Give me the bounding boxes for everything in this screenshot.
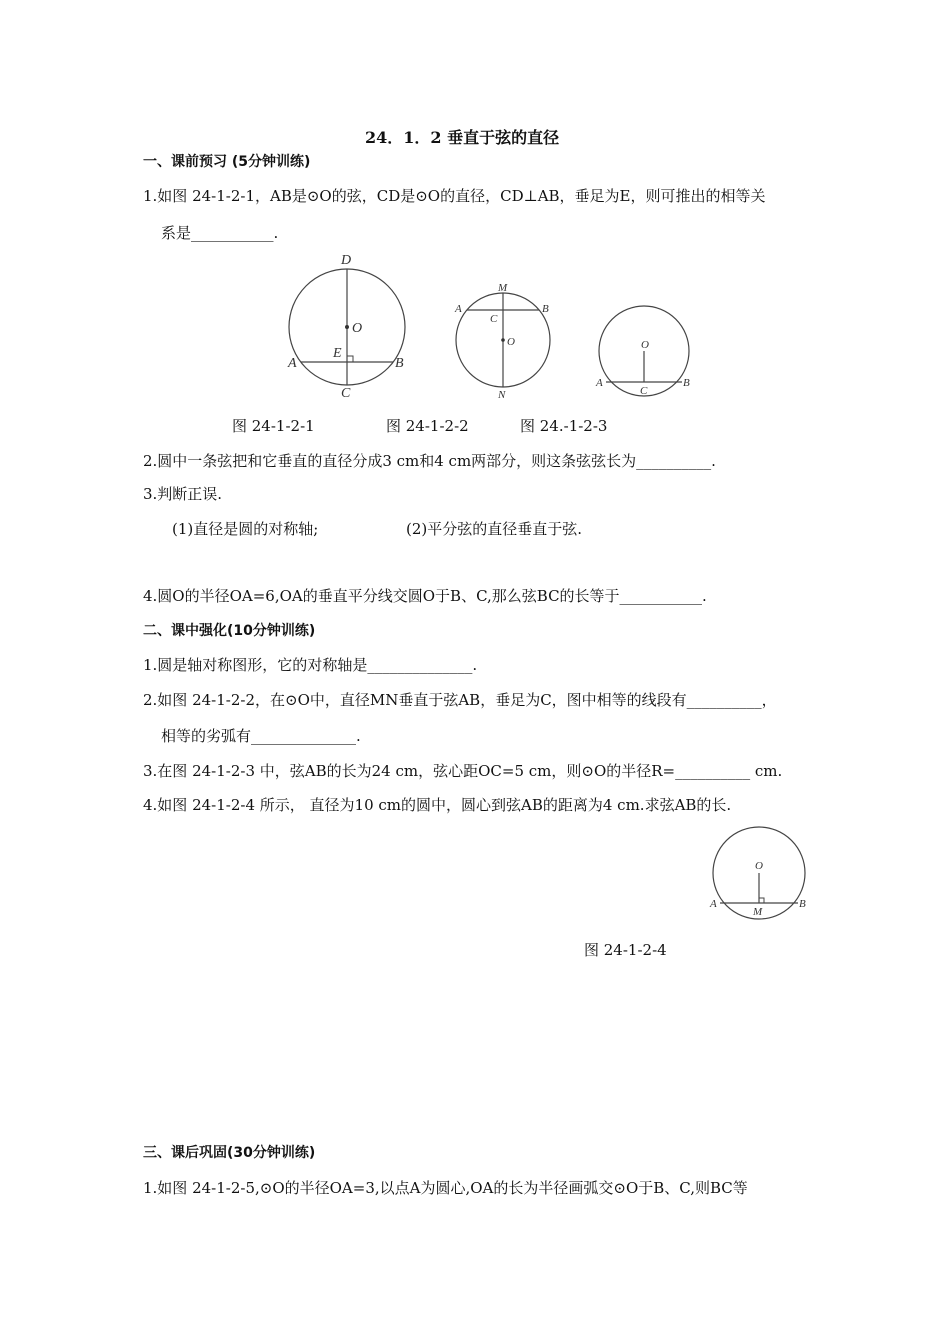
s1-q3-b: (2)平分弦的直径垂直于弦. [406,520,583,538]
s1-q1-line1: 1.如图 24-1-2-1，AB是⊙O的弦，CD是⊙O的直径，CD⊥AB，垂足为E，则可推出的相等关 [143,187,766,205]
s2-q1: 1.圆是轴对称图形，它的对称轴是______________. [143,656,478,674]
f4-right-angle-mark [759,898,764,903]
s1-q3-a: (1)直径是圆的对称轴; [172,520,319,538]
figure-24-1-2-1 [280,250,420,400]
section1-heading: 一、课前预习 (5分钟训练) [143,154,311,170]
f2-label-n: N [498,389,506,401]
figure-24-1-2-2 [450,280,560,405]
f3-label-b: B [683,377,690,389]
caption-fig3: 图 24.-1-2-3 [520,417,608,435]
f4-label-b: B [799,898,806,910]
s2-q2-line1: 2.如图 24-1-2-2，在⊙O中，直径MN垂直于弦AB，垂足为C，图中相等的线段有__________， [143,691,777,709]
f2-label-m: M [498,282,508,294]
f2-center-dot [501,338,505,342]
caption-fig4: 图 24-1-2-4 [584,941,667,959]
f1-label-c: C [341,386,351,401]
f2-label-o: O [507,336,515,348]
caption-fig1: 图 24-1-2-1 [232,417,315,435]
s3-q1: 1.如图 24-1-2-5,⊙O的半径OA=3,以点A为圆心,OA的长为半径画弧交⊙O于B、C,则BC等 [143,1179,748,1197]
s2-q3: 3.在图 24-1-2-3 中，弦AB的长为24 cm，弦心距OC=5 cm，则⊙O的半径R=__________ cm. [143,762,783,780]
f1-label-o: O [352,321,363,336]
f1-center-dot [345,325,349,329]
f1-label-b: B [395,356,404,371]
s2-q2-line2: 相等的劣弧有______________. [161,727,361,745]
f2-label-c: C [490,313,498,325]
s1-q3: 3.判断正误. [143,485,223,503]
page-title: 24．1．2 垂直于弦的直径 [365,128,560,147]
s2-q4: 4.如图 24-1-2-4 所示， 直径为10 cm的圆中，圆心到弦AB的距离为4 cm.求弦AB的长. [143,796,732,814]
f3-label-c: C [640,385,648,397]
f4-label-o: O [755,860,763,872]
figure-24-1-2-3 [590,302,700,402]
f4-label-m: M [753,906,763,918]
s1-q1-line2: 系是___________. [161,224,279,242]
f4-label-a: A [710,898,717,910]
f2-label-b: B [542,303,549,315]
s1-q4: 4.圆O的半径OA=6,OA的垂直平分线交圆O于B、C,那么弦BC的长等于___________. [143,587,707,605]
f3-label-a: A [596,377,603,389]
f1-right-angle-mark [347,356,353,362]
caption-fig2: 图 24-1-2-2 [386,417,469,435]
section3-heading: 三、课后巩固(30分钟训练) [143,1145,316,1161]
section2-heading: 二、课中强化(10分钟训练) [143,623,316,639]
f1-label-a: A [288,356,297,371]
f3-label-o: O [641,339,649,351]
figure-24-1-2-4 [702,825,817,925]
f1-label-d: D [341,253,352,268]
f2-label-a: A [455,303,462,315]
s1-q2: 2.圆中一条弦把和它垂直的直径分成3 cm和4 cm两部分，则这条弦弦长为__________. [143,452,716,470]
f1-label-e: E [333,346,342,361]
